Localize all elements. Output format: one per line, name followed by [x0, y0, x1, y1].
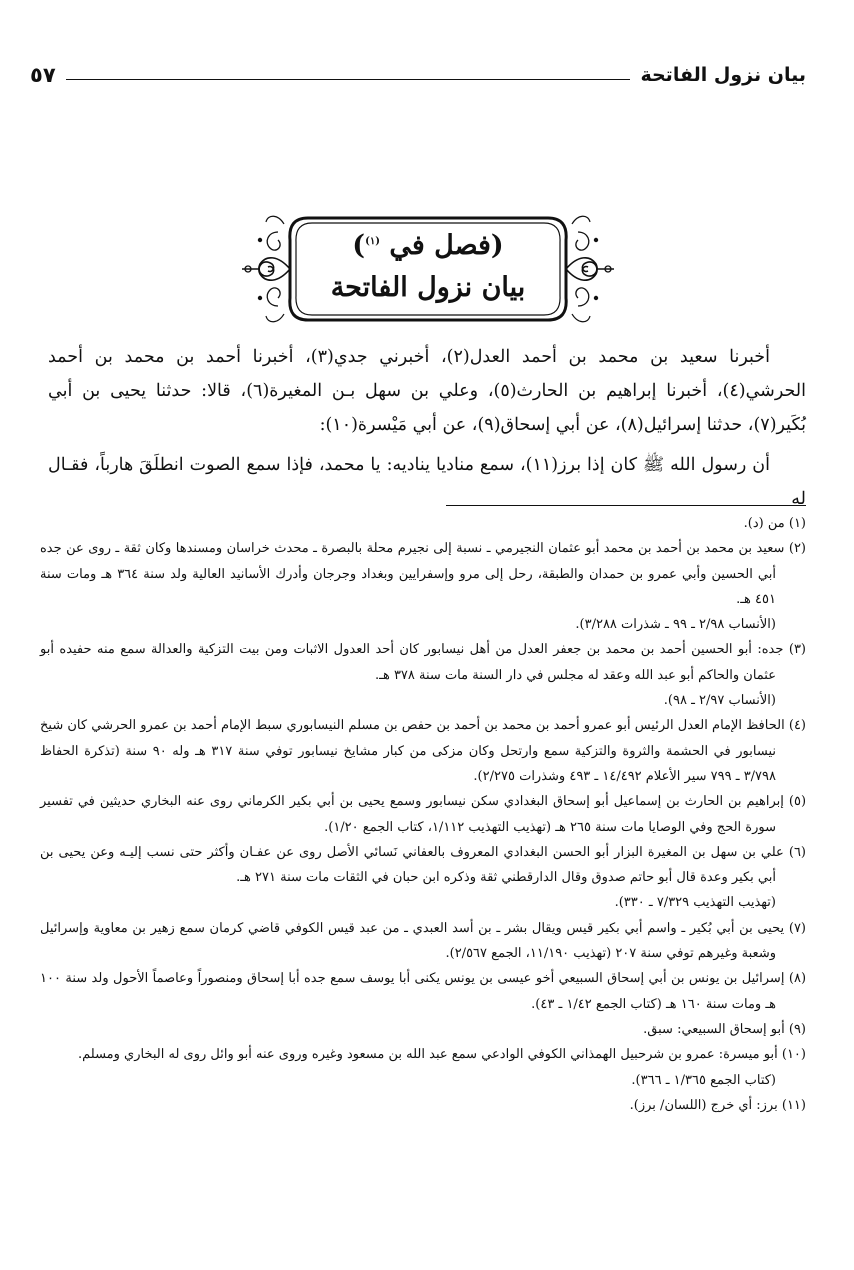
- main-text: [48, 340, 806, 516]
- footnote-2: (٢) سعيد بن محمد بن أحمد بن محمد أبو عثمان النجيرمي ـ نسبة إلى نجيرم محلة بالبصرة ـ محدث خراسان ومسندها وكان ثقة ـ روى عن جده أبي الحسين وأبي عمرو بن حمدان والطبقة، رحل إلى مرو وإسفرايين وبغداد وجرجان وأدرك الأسانيد العالية ولد سنة ٣٦٤ هـ ومات سنة ٤٥١ هـ.: [40, 541, 806, 607]
- running-header: [30, 58, 806, 92]
- body-paragraph-isnad: أخبرنا سعيد بن محمد بن أحمد العدل(٢)، أخبرني جدي(٣)، أخبرنا أحمد بن محمد بن أحمد الحرشي(٤)، أخبرنا إبراهيم بن الحارث(٥)، وعلي بن سهل بـن المغيرة(٦)، قالا: حدثنا يحيى بن أبي بُكَير(٧)، حدثنا إسرائيل(٨)، عن أبي إسحاق(٩)، عن أبي مَيْسرة(١٠):: [48, 347, 806, 435]
- footnote-10-source: (كتاب الجمع ١/٣٦٥ ـ ٣٦٦).: [631, 1072, 776, 1088]
- footnote-10: (١٠) أبو ميسرة: عمرو بن شرحبيل الهمذاني الكوفي الوادعي سمع عبد الله بن مسعود وغيره وروى عنه أبو وائل روى له البخاري ومسلم.: [78, 1047, 806, 1063]
- heading-footnote-mark: (١): [365, 236, 380, 247]
- footnote-11: (١١) برز: أي خرج (اللسان/ برز).: [629, 1097, 806, 1113]
- footnote-3-source: (الأنساب ٢/٩٧ ـ ٩٨).: [663, 693, 776, 709]
- header-rule: [66, 79, 631, 80]
- footnote-9: (٩) أبو إسحاق السبيعي: سبق.: [643, 1021, 806, 1037]
- footnote-5: (٥) إبراهيم بن الحارث بن إسماعيل أبو إسحاق البغدادي سكن نيسابور وسمع يحيى بن أبي بكير الكرماني روى عنه البخاري حديثين في تفسير سورة الحج وفي الوصايا مات سنة ٢٦٥ هـ (تهذيب التهذيب ١/١١٢، كتاب الجمع ١/٢٠).: [40, 794, 807, 835]
- body-paragraph-matn: أن رسول الله ﷺ كان إذا برز(١١)، سمع مناديا يناديه: يا محمد، فإذا سمع الصوت انطلَقَ هارباً، فقـال له: [48, 455, 806, 509]
- chapter-heading-line1: (فصل في $^{(١)}$): [352, 230, 504, 261]
- footnotes: [40, 511, 806, 1118]
- ornament-frame-icon: [238, 210, 618, 328]
- footnote-3: (٣) جده: أبو الحسين أحمد بن محمد بن جعفر العدل من أهل نيسابور كان أحد العدول الاثبات ومن بيت التزكية والعدالة سمع منه حفيده أبو عثمان والحاكم أبو عبد الله وعقد له مجلس في دار السنة مات سنة ٣٧٨ هـ.: [40, 642, 806, 683]
- footnote-7: (٧) يحيى بن أبي بُكير ـ واسم أبي بكير قيس ويقال بشر ـ بن أسد العبدي ـ من عبد قيس الكوفي قاضي كرمان سمع زهير بن معاوية وإسرائيل وشعبة وغيرهم توفي سنة ٢٠٧ (تهذيب ١١/١٩٠، الجمع ٢/٥٦٧).: [40, 920, 806, 962]
- footnote-4: (٤) الحافظ الإمام العدل الرئيس أبو عمرو أحمد بن محمد بن أحمد بن حفص بن مسلم النيسابوري سبط الإمام أحمد بن عمرو الحرشي كان شيخ نيسابور في الحشمة والثروة والتزكية سمع وارتحل وكان مزكى من كبار مشايخ نيسابور توفي سنة ٣١٧ هـ وله ٩٠ سنة (تذكرة الحفاظ ٣/٧٩٨ ـ ٧٩٩ سير الأعلام ١٤/٤٩٢ ـ ٤٩٣ وشذرات ٢/٢٧٥).: [40, 718, 806, 784]
- footnote-6-source: (تهذيب التهذيب ٧/٣٢٩ ـ ٣٣٠).: [614, 895, 776, 911]
- footnote-8: (٨) إسرائيل بن يونس بن أبي إسحاق السبيعي أخو عيسى بن يونس يكنى أبا يوسف سمع جده أبا إسحاق ومنصوراً وعاصماً الأحول ولد سنة ١٠٠ هـ ومات سنة ١٦٠ هـ (كتاب الجمع ١/٤٢ ـ ٤٣).: [40, 971, 807, 1012]
- chapter-heading-line2: بيان نزول الفاتحة: [330, 272, 526, 303]
- running-title: بيان نزول الفاتحة: [640, 64, 806, 86]
- page-number: ٥٧: [30, 63, 56, 87]
- footnote-1: (١) من (د).: [743, 516, 806, 531]
- footnote-6: (٦) علي بن سهل بن المغيرة البزار أبو الحسن البغدادي المعروف بالعفاني نَسائي الأصل روى عن عفـان وأكثر حتى نسب إليـه وعن يحيى بن أبي بكير وعدة قال أبو حاتم صدوق وقال الدارقطني ثقة وذكره ابن حبان في الثقات مات سنة ٢٧١ هـ.: [40, 844, 806, 886]
- chapter-heading-frame: [238, 210, 618, 328]
- footnote-separator: [446, 505, 806, 506]
- footnote-2-source: (الأنساب ٢/٩٨ ـ ٩٩ ـ شذرات ٣/٢٨٨).: [575, 617, 776, 633]
